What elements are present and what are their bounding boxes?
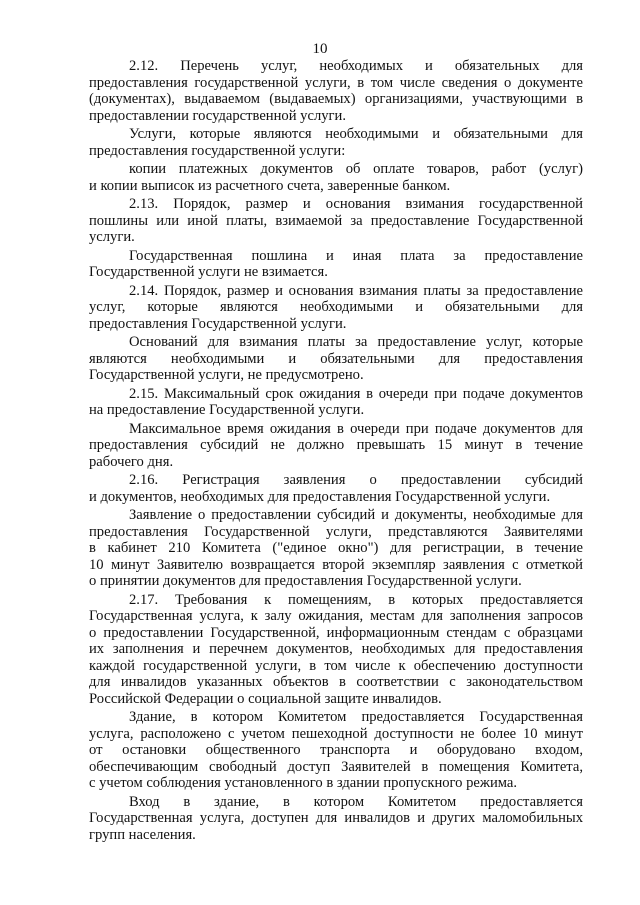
text-line: 2.12. Перечень услуг, необходимых и обязательных для (129, 58, 583, 74)
text-line: Государственная пошлина и иная плата за предоставление (129, 247, 583, 264)
text-line: с учетом соблюдения установленного в здании пропускного режима. (89, 775, 518, 791)
text-line: в кабинет 210 Комитета ("единое окно") для регистрации, в течение (89, 540, 583, 556)
text-line: каждой государственной услуги, в том числе к обеспечению доступности (89, 657, 583, 674)
paragraph (89, 709, 583, 792)
paragraph (89, 161, 583, 194)
text-line: Оснований для взимания платы за предоставление услуг, которые (129, 334, 583, 350)
text-line: и документов, необходимых для предоставления Государственной услуги. (89, 488, 551, 505)
text-line: предоставления государственной услуги, в том числе сведения о документе (89, 74, 583, 91)
text-line: обеспечивающим свободный доступ Заявителей в помещения Комитета, (89, 758, 583, 775)
text-line: 2.16. Регистрация заявления о предоставлении субсидий (129, 472, 583, 488)
text-line: 2.13. Порядок, размер и основания взимания государственной (129, 196, 583, 212)
document-body (89, 58, 583, 843)
paragraph (89, 196, 583, 246)
text-line: Максимальное время ожидания в очереди при подаче документов для (129, 420, 583, 437)
text-line: о предоставлении Государственной, информационным стендам с образцами (89, 624, 583, 641)
text-line: услуга, расположено с учетом пешеходной доступности не более 10 минут (89, 725, 583, 742)
text-line: предоставлении государственной услуги. (89, 107, 346, 124)
paragraph (89, 592, 583, 708)
text-line: предоставления субсидий не должно превышать 15 минут в течение (89, 437, 583, 453)
text-line: Российской Федерации о социальной защите инвалидов. (89, 690, 442, 707)
text-line: для инвалидов указанных объектов в соответствии с законодательством (89, 674, 583, 690)
paragraph (89, 794, 583, 844)
paragraph (89, 472, 583, 505)
text-line: 2.17. Требования к помещениям, в которых предоставляется (129, 591, 583, 608)
paragraph (89, 334, 583, 384)
text-line: пошлины или иной платы, взимаемой за предоставление Государственной (89, 212, 583, 229)
text-line: о принятии документов для предоставления Государственной услуги. (89, 573, 522, 589)
paragraph (89, 507, 583, 590)
text-line: рабочего дня. (89, 453, 174, 470)
paragraph (89, 386, 583, 419)
text-line: групп населения. (89, 826, 196, 843)
text-line: услуг, которые являются необходимыми и обязательными для (89, 299, 583, 315)
text-line: 2.14. Порядок, размер и основания взимания платы за предоставление (129, 282, 583, 299)
text-line: Государственной услуги не взимается. (89, 264, 328, 280)
text-line: предоставления государственной услуги: (89, 142, 346, 159)
text-line: Государственная услуга, к залу ожидания, местам для заполнения запросов (89, 608, 583, 624)
text-line: на предоставление Государственной услуги. (89, 402, 365, 418)
text-line: являются необходимыми и обязательными для предоставления (89, 350, 583, 367)
text-line: и копии выписок из расчетного счета, заверенные банком. (89, 177, 451, 194)
paragraph (89, 58, 583, 124)
text-line: их заполнения и перечнем документов, необходимых для предоставления (89, 641, 583, 657)
text-line: Государственной услуги, не предусмотрено. (89, 367, 364, 383)
text-line: 10 минут Заявителю возвращается второй экземпляр заявления с отметкой (89, 556, 583, 573)
text-line: Услуги, которые являются необходимыми и обязательными для (129, 126, 583, 142)
text-line: Здание, в котором Комитетом предоставляется Государственная (129, 709, 583, 725)
text-line: Заявление о предоставлении субсидий и документы, необходимые для (129, 507, 583, 523)
page-number: 10 (312, 41, 328, 57)
paragraph (89, 248, 583, 281)
text-line: Вход в здание, в котором Комитетом предоставляется (129, 793, 583, 810)
text-line: предоставления Государственной услуги. (89, 315, 347, 332)
text-line: предоставления Государственной услуги, представляются Заявителями (89, 523, 583, 540)
text-line: копии платежных документов об оплате товаров, работ (услуг) (129, 161, 583, 177)
text-line: от остановки общественного транспорта и оборудовано входом, (89, 742, 583, 758)
text-line: Государственная услуга, доступен для инвалидов и других маломобильных (89, 810, 583, 826)
paragraph (89, 283, 583, 333)
text-line: (документах), выдаваемом (выдаваемых) организациями, участвующими в (89, 91, 583, 107)
text-line: 2.15. Максимальный срок ожидания в очереди при подаче документов (129, 385, 583, 402)
text-line: услуги. (89, 229, 135, 245)
paragraph (89, 126, 583, 159)
paragraph (89, 421, 583, 471)
